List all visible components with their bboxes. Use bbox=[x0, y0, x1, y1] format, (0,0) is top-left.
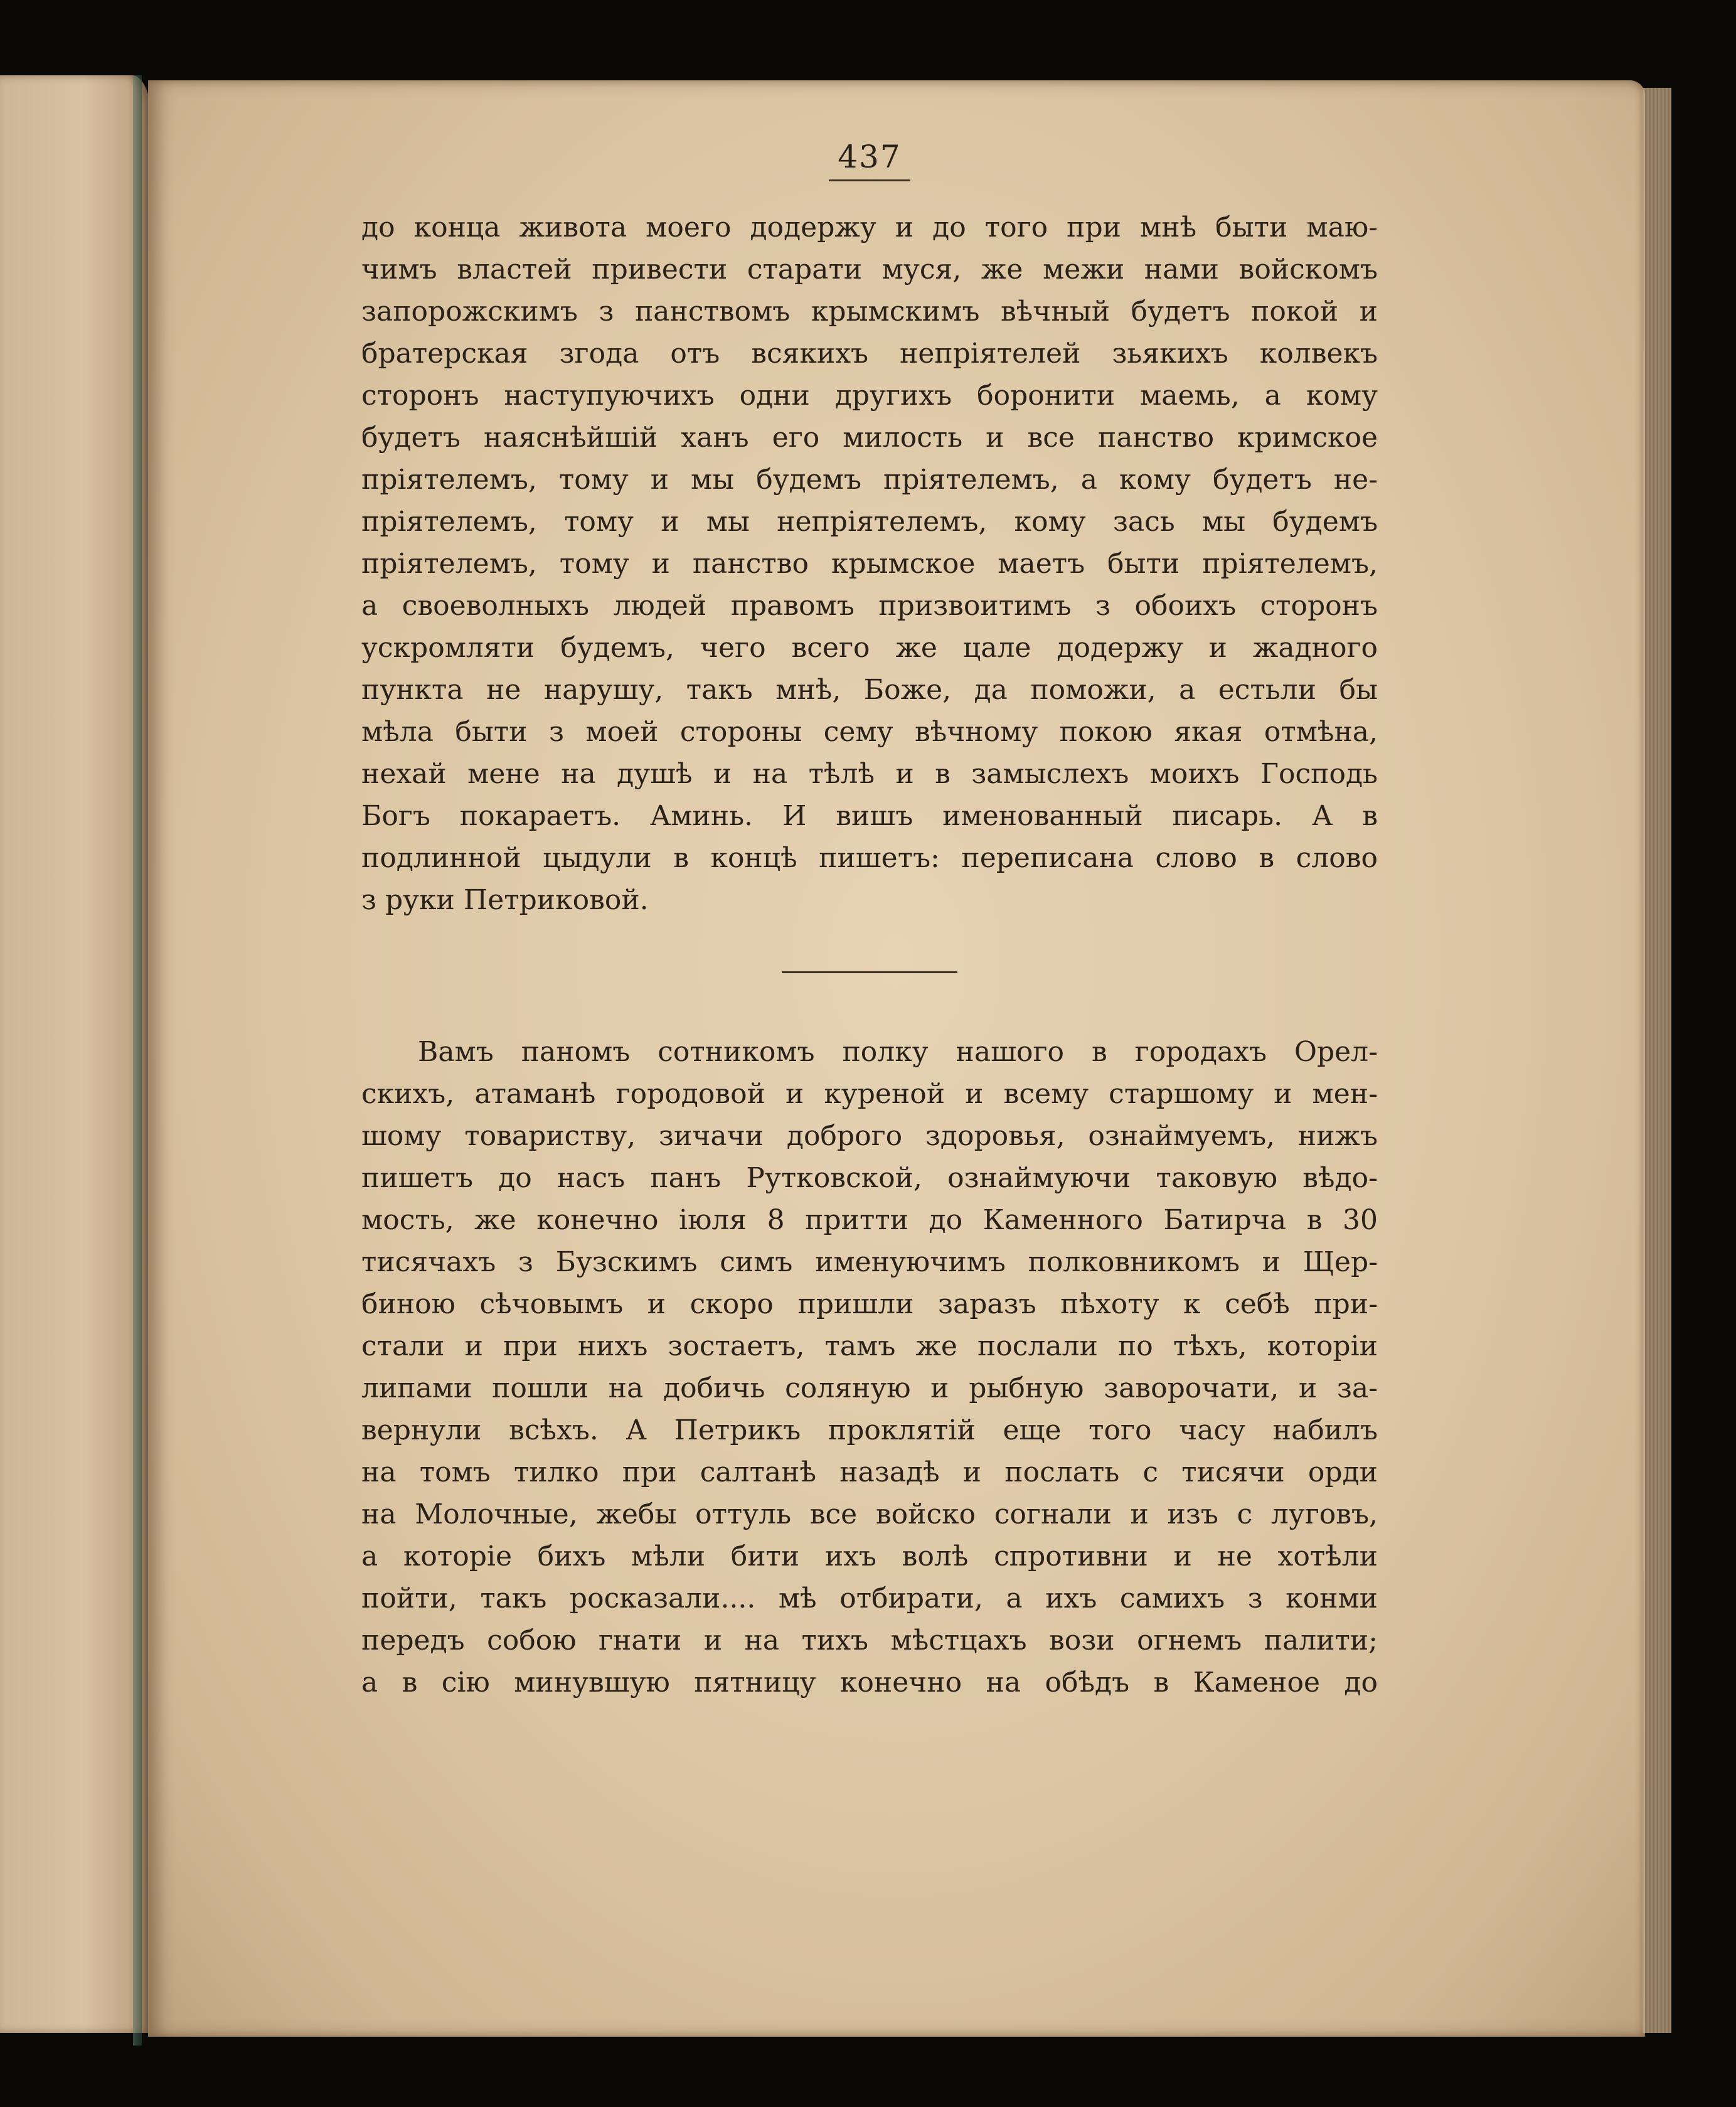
page-content bbox=[361, 138, 1378, 1704]
text-line: будетъ наяснѣйшій ханъ его милость и все панство кримское bbox=[361, 422, 1378, 454]
text-line: пишетъ до насъ панъ Рутковской, ознаймуючи таковую вѣдо- bbox=[361, 1162, 1378, 1194]
text-line: стали и при нихъ зостаетъ, тамъ же послали по тѣхъ, которіи bbox=[361, 1330, 1378, 1362]
text-line: пункта не нарушу, такъ мнѣ, Боже, да поможи, а естьли бы bbox=[361, 674, 1378, 706]
book-spine bbox=[133, 75, 142, 2046]
text-line: на Молочные, жебы оттуль все войско согнали и изъ с луговъ, bbox=[361, 1498, 1378, 1530]
text-line: Богъ покараетъ. Аминь. И вишъ именованный писарь. А в bbox=[361, 800, 1378, 832]
text-line: липами пошли на добичь соляную и рыбную заворочати, и за- bbox=[361, 1372, 1378, 1404]
text-line: вернули всѣхъ. А Петрикъ проклятій еще того часу набилъ bbox=[361, 1414, 1378, 1446]
text-line: пріятелемъ, тому и панство крымское маетъ быти пріятелемъ, bbox=[361, 548, 1378, 580]
text-line: з руки Петриковой. bbox=[361, 884, 649, 916]
text-line: ускромляти будемъ, чего всего же цале додержу и жадного bbox=[361, 632, 1378, 664]
page-stack-edge bbox=[1643, 88, 1671, 2033]
text-line: а которіе бихъ мѣли бити ихъ волѣ спротивни и не хотѣли bbox=[361, 1540, 1378, 1572]
section-divider bbox=[782, 971, 957, 973]
text-line: передъ собою гнати и на тихъ мѣстцахъ вози огнемъ палити; bbox=[361, 1624, 1378, 1656]
text-line: а своеволныхъ людей правомъ призвоитимъ з обоихъ сторонъ bbox=[361, 590, 1378, 622]
text-line: на томъ тилко при салтанѣ назадѣ и послать с тисячи орди bbox=[361, 1456, 1378, 1488]
text-line: подлинной цыдули в концѣ пишетъ: переписана слово в слово bbox=[361, 842, 1378, 874]
text-line: чимъ властей привести старати муся, же межи нами войскомъ bbox=[361, 253, 1378, 285]
text-line: тисячахъ з Бузскимъ симъ именуючимъ полковникомъ и Щер- bbox=[361, 1246, 1378, 1278]
text-line: скихъ, атаманѣ городовой и куреной и всему старшому и мен- bbox=[361, 1078, 1378, 1110]
page-number bbox=[361, 138, 1378, 181]
page-number-text: 437 bbox=[829, 138, 910, 181]
text-line: пріятелемъ, тому и мы непріятелемъ, кому зась мы будемъ bbox=[361, 506, 1378, 538]
text-line: мѣла быти з моей стороны сему вѣчному покою якая отмѣна, bbox=[361, 716, 1378, 748]
text-line: шому товариству, зичачи доброго здоровья, ознаймуемъ, нижъ bbox=[361, 1120, 1378, 1152]
text-line: братерская згода отъ всякихъ непріятелей зьякихъ колвекъ bbox=[361, 338, 1378, 370]
left-page-edge bbox=[0, 75, 151, 2033]
text-line: Вамъ паномъ сотникомъ полку нашого в городахъ Орел- bbox=[418, 1036, 1378, 1068]
text-line: сторонъ наступуючихъ одни другихъ боронити маемь, а кому bbox=[361, 380, 1378, 412]
text-line: биною сѣчовымъ и скоро пришли заразъ пѣхоту к себѣ при- bbox=[361, 1288, 1378, 1320]
text-line: а в сію минувшую пятницу конечно на обѣдъ в Каменое до bbox=[361, 1667, 1378, 1699]
text-line: пойти, такъ росказали.... мѣ отбирати, а ихъ самихъ з конми bbox=[361, 1582, 1378, 1614]
text-line: запорожскимъ з панствомъ крымскимъ вѣчный будетъ покой и bbox=[361, 296, 1378, 328]
text-line: пріятелемъ, тому и мы будемъ пріятелемъ, а кому будетъ не- bbox=[361, 464, 1378, 496]
text-line: мость, же конечно іюля 8 притти до Каменного Батирча в 30 bbox=[361, 1204, 1378, 1236]
text-block-letter-to-sotnik bbox=[361, 1031, 1378, 1704]
text-block-letter-ending bbox=[361, 206, 1378, 921]
text-line: нехай мене на душѣ и на тѣлѣ и в замыслехъ моихъ Господь bbox=[361, 758, 1378, 790]
text-line: до конца живота моего додержу и до того при мнѣ быти маю- bbox=[361, 211, 1378, 243]
